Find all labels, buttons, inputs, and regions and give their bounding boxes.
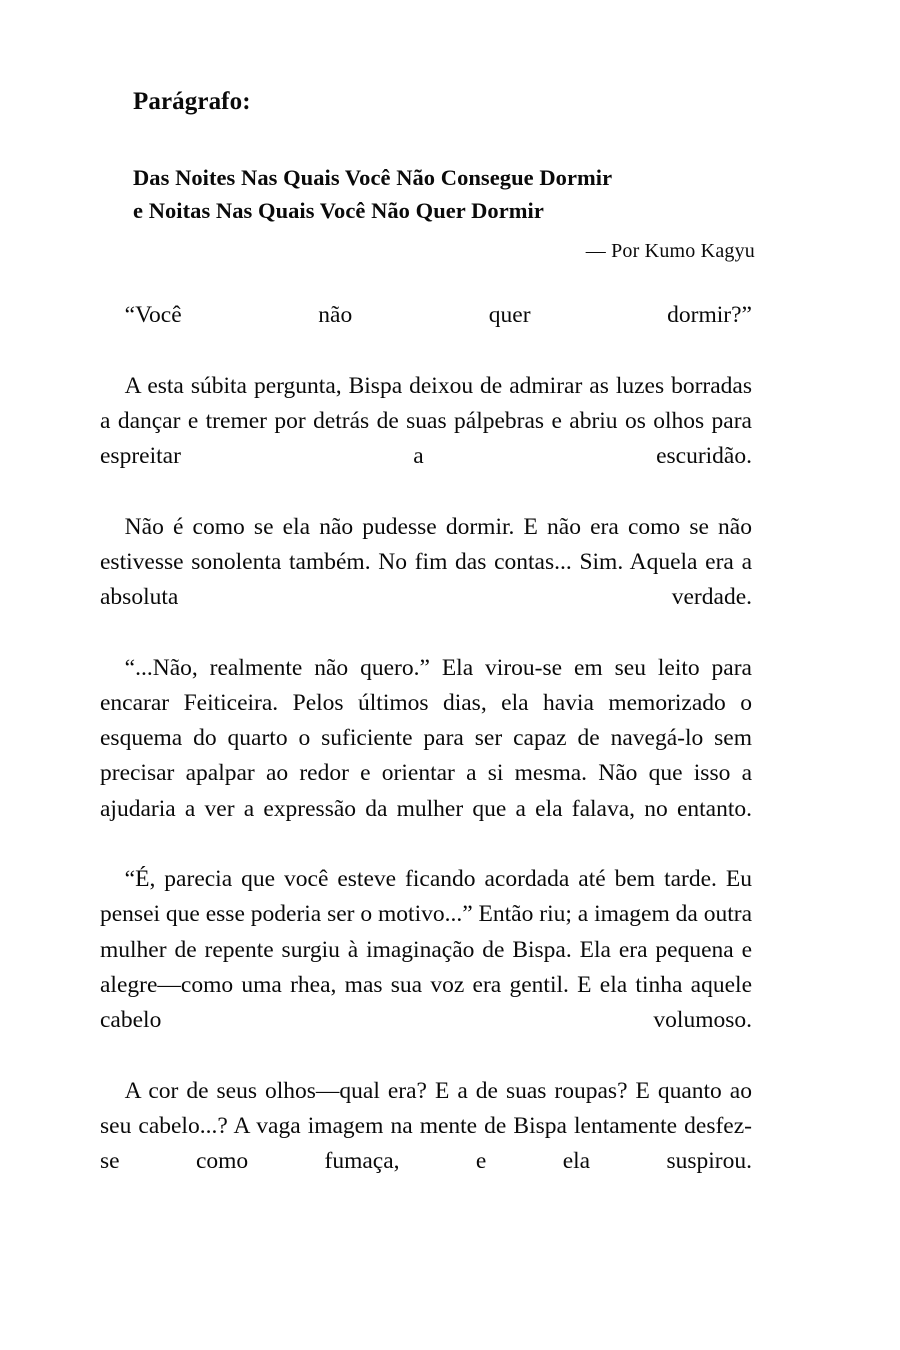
page-title-line-1: Das Noites Nas Quais Você Não Consegue Dormir: [133, 164, 613, 190]
body-paragraph: “É, parecia que você esteve ficando acordada até bem tarde. Eu pensei que esse poderia ser o motivo...” Então riu; a imagem da outra mulher de repente surgiu à imaginação de Bispa. Ela era pequena e alegre—como uma rhea, mas sua voz era gentil. E ela tinha aquele cabelo volumoso.: [100, 866, 752, 1033]
body-paragraph: “Você não quer dormir?”: [124, 302, 752, 328]
body-paragraph: A cor de seus olhos—qual era? E a de suas roupas? E quanto ao seu cabelo...? A vaga imagem na mente de Bispa lentamente desfez-se como fumaça, e ela suspirou.: [100, 1077, 752, 1174]
byline-author: — Por Kumo Kagyu: [585, 240, 755, 263]
document-heading-block: [133, 88, 758, 263]
page-title: [133, 117, 758, 228]
body-paragraph: “...Não, realmente não quero.” Ela virou-se em seu leito para encarar Feiticeira. Pelos últimos dias, ela havia memorizado o esquema do quarto o suficiente para ser capaz de navegá-lo sem precisar apalpar ao redor e orientar a si mesma. Não que isso a ajudaria a ver a expressão da mulher que a ela falava, no entanto.: [100, 654, 752, 822]
body-text-column: [100, 298, 752, 1215]
body-paragraph: Não é como se ela não pudesse dormir. E não era como se não estivesse sonolenta também. No fim das contas... Sim. Aquela era a absoluta verdade.: [100, 513, 752, 610]
body-paragraph: A esta súbita pergunta, Bispa deixou de admirar as luzes borradas a dançar e tremer por detrás de suas pálpebras e abriu os olhos para espreitar a escuridão.: [100, 372, 752, 469]
section-label: Parágrafo:: [133, 88, 251, 115]
page-title-line-2: e Noitas Nas Quais Você Não Quer Dormir: [133, 198, 544, 224]
